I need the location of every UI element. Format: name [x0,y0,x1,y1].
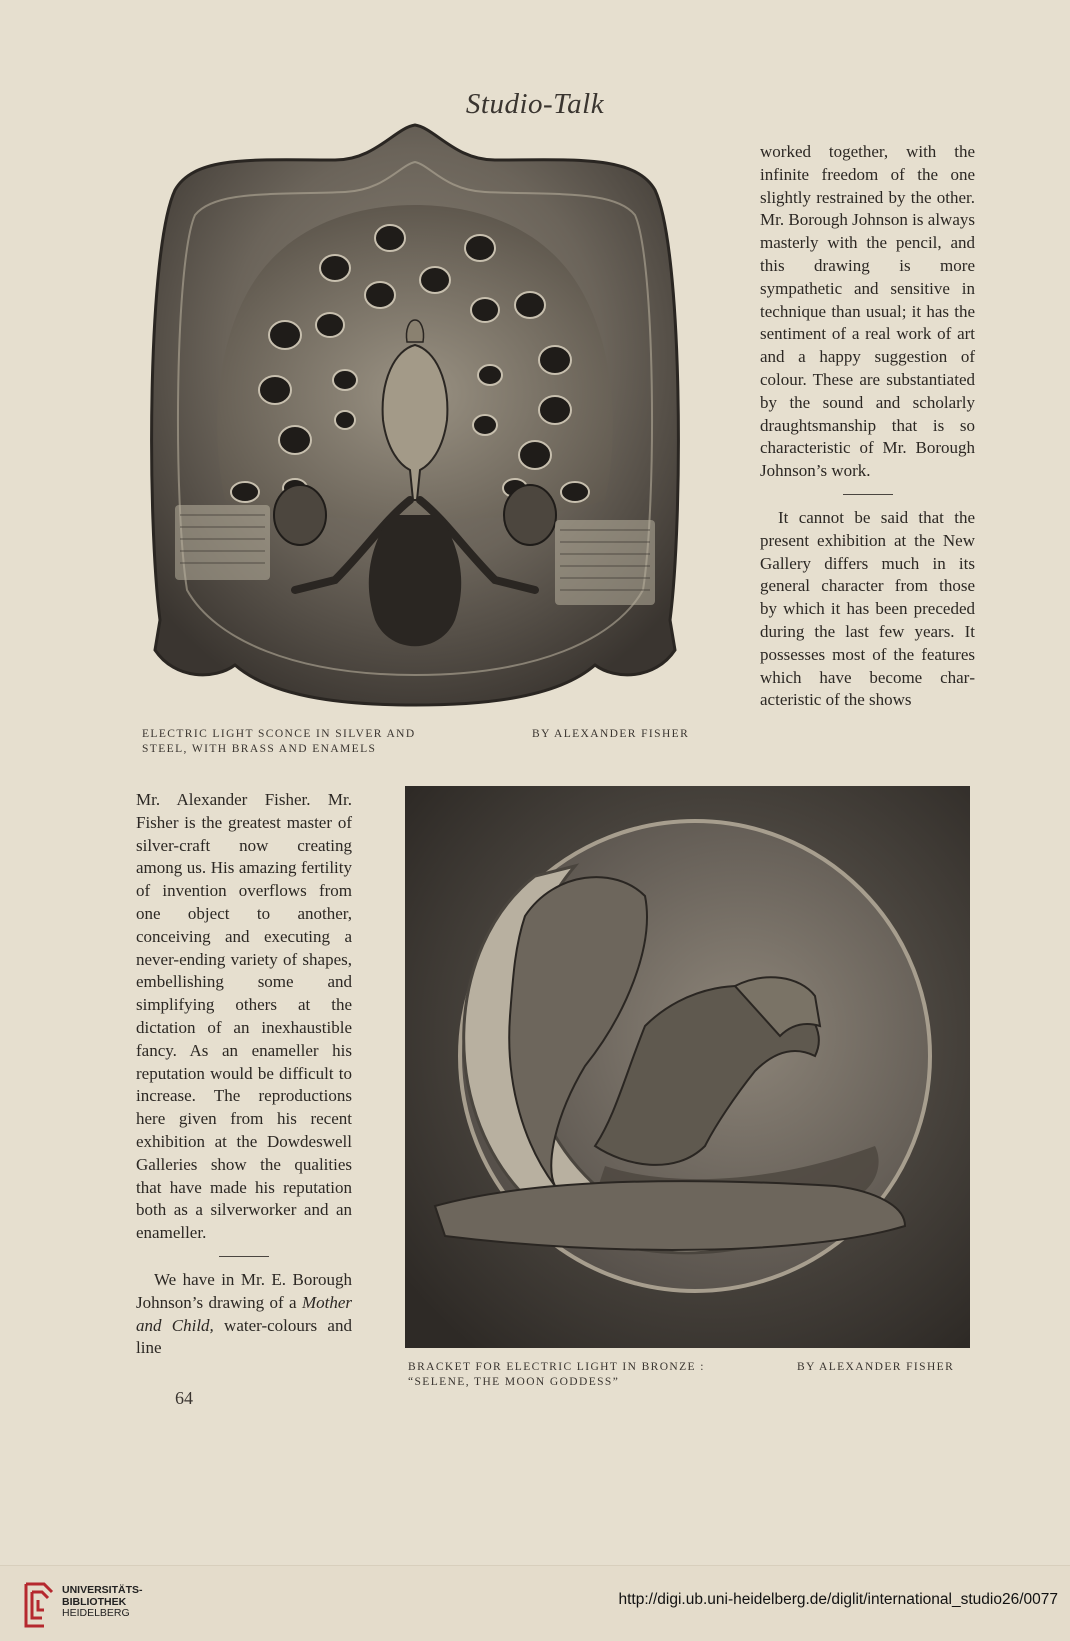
left-text-column [136,789,352,1360]
text-run: We have in Mr. E. Borough Johnson’s drawing of a [136,1269,352,1312]
caption-line: STEEL, WITH BRASS AND ENAMELS [142,743,377,755]
caption-line: BRACKET FOR ELECTRIC LIGHT IN BRONZE : [408,1361,705,1373]
sconce-caption-right: BY ALEXANDER FISHER [532,728,690,740]
library-footer [0,1565,1070,1641]
bracket-photograph [405,786,970,1348]
right-text-column [760,141,975,712]
paragraph: Mr. Alexander Fisher. Mr. Fisher is the greatest master of silver-craft now creating among us. His amazing fertility of invention overflows from one object to another, conceiving and executing a never-ending variety of shapes, embellishing some and simplifying others at the dictation of an inexhaustible fancy. As an enameller his reputation would be difficult to increase. The reproductions here given from his recent exhibition at the Dowdeswell Galleries show the qualities that have made his reputation both as a silverworker and an enameller. [136,790,352,1243]
source-url-link[interactable]: http://digi.ub.uni-heidelberg.de/diglit/international_studio26/0077 [618,1591,1058,1608]
paragraph: It cannot be said that the present exhibition at the New Gallery differs much in its general character from those by which it has been preceded during the last few years. It possesses most of the features which have become characteristic of the shows [760,507,975,710]
artwork-title: Mother and Child, [136,1292,352,1335]
sconce-illustration [135,120,695,710]
library-name-line: HEIDELBERG [62,1607,130,1619]
caption-line: “SELENE, THE MOON GODDESS” [408,1376,620,1388]
library-name-line: BIBLIOTHEK [62,1595,127,1608]
running-title: Studio-Talk [465,88,605,120]
selene-relief-illustration [405,786,970,1348]
caption-line: ELECTRIC LIGHT SCONCE IN SILVER AND [142,728,416,740]
paragraph [136,1269,352,1360]
sconce-caption-left [142,727,416,757]
page-number: 64 [175,1388,193,1408]
text-run: water-colours and line [136,1315,352,1358]
section-divider [219,1256,269,1257]
sconce-photograph [135,120,695,710]
section-divider [843,494,893,495]
library-name [62,1585,143,1620]
bracket-caption-left [408,1360,705,1390]
library-name-line: UNIVERSITÄTS- [62,1584,143,1596]
bracket-caption-right: BY ALEXANDER FISHER [797,1361,955,1373]
paragraph: worked together, with the infinite freedom of the one slightly restrained by the other. Mr. Borough Johnson is always masterly with the pencil, and this drawing is more sympathetic and sensitive in technique than usual; it has the sentiment of a real work of art and a happy suggestion of colour. These are substantiated by the sound and scholarly draughtsmanship that is so characteristic of Mr. Borough Johnson’s work. [760,142,975,481]
library-logo-icon[interactable] [22,1580,56,1630]
